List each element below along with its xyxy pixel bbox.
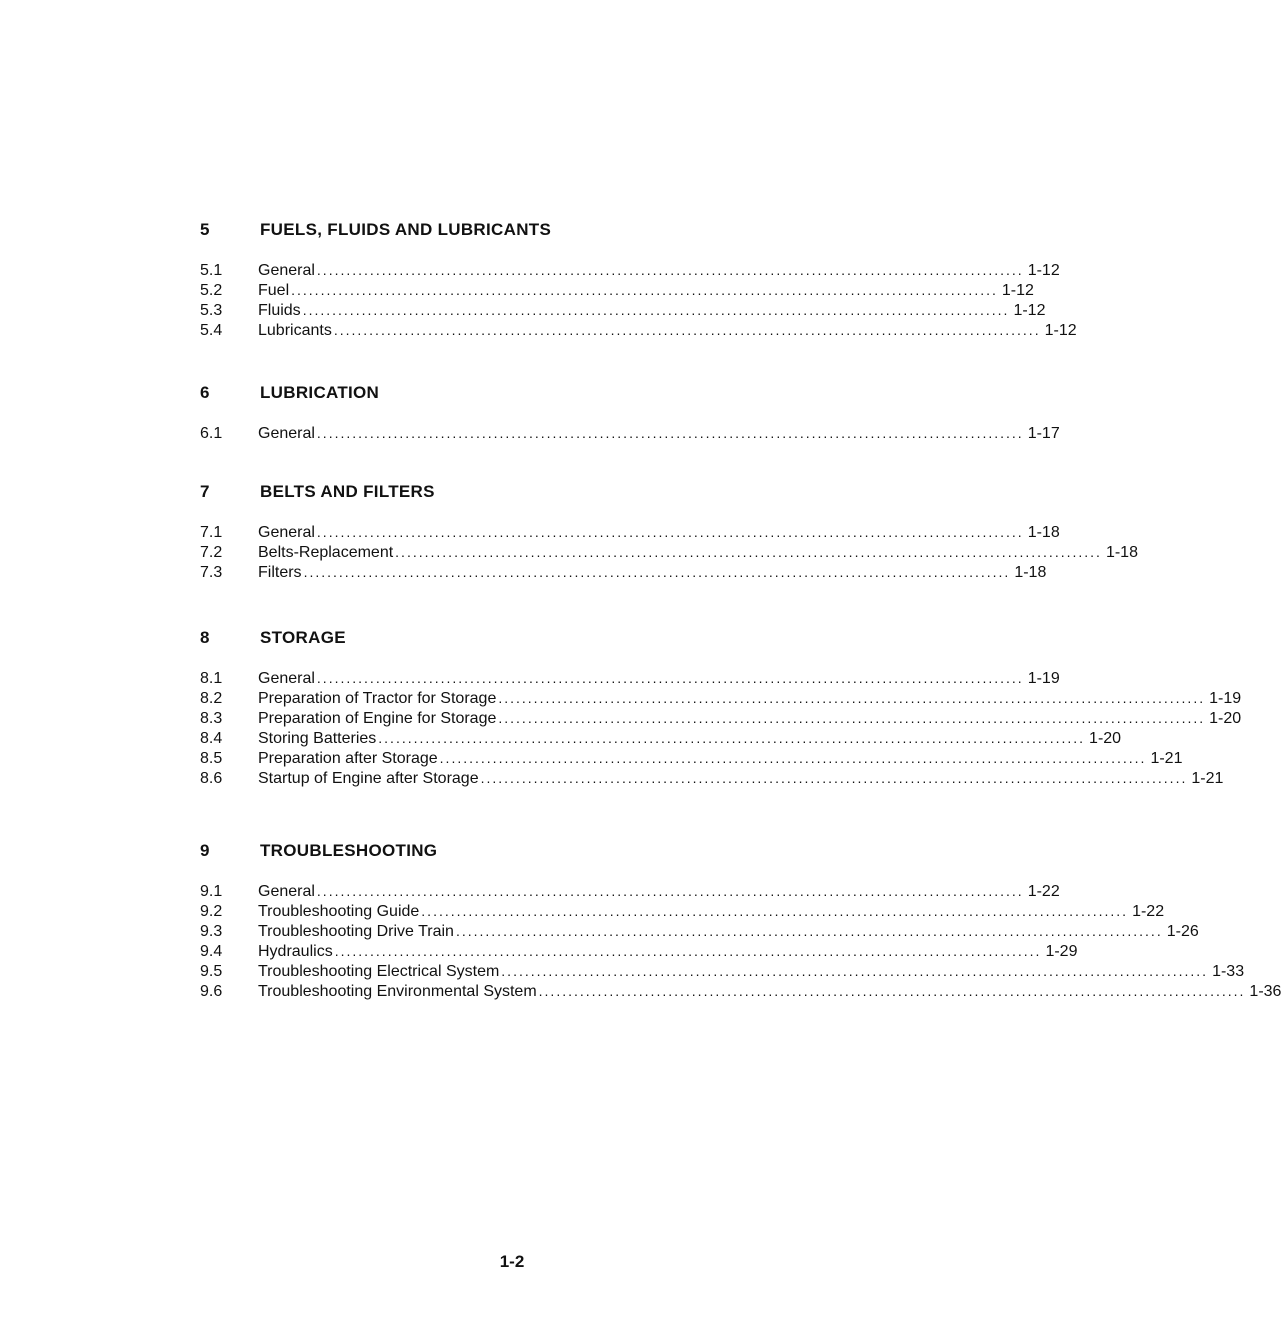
entry-title: General — [258, 425, 315, 442]
entry-number: 9.6 — [200, 983, 223, 1000]
entry-title: Lubricants — [258, 322, 332, 339]
dot-leader: ........................................................................................................................ — [538, 983, 1246, 999]
page-number: 1-2 — [499, 1252, 525, 1271]
toc-entry — [200, 728, 1122, 748]
toc-entry — [200, 668, 1060, 688]
entry-number: 5.2 — [200, 282, 223, 299]
dot-leader: ........................................................................................................................ — [455, 923, 1163, 939]
entry-number: 9.1 — [200, 883, 223, 900]
toc-entries — [200, 522, 1138, 582]
entry-title: General — [258, 262, 315, 279]
entry-title: Troubleshooting Guide — [258, 903, 420, 920]
toc-section-9 — [200, 841, 1282, 1001]
entry-title: General — [258, 883, 315, 900]
toc-entries — [200, 423, 1060, 443]
toc-entries — [200, 668, 1242, 788]
entry-page: 1-18 — [1014, 564, 1047, 581]
entry-number: 5.4 — [200, 322, 223, 339]
toc-entry — [200, 901, 1165, 921]
entry-number: 7.2 — [200, 544, 223, 561]
toc-entry — [200, 320, 1077, 340]
toc-entry — [200, 881, 1060, 901]
entry-title: Preparation of Engine for Storage — [258, 710, 497, 727]
entry-number: 5.3 — [200, 302, 223, 319]
entry-page: 1-22 — [1027, 883, 1060, 900]
entry-number: 8.6 — [200, 770, 223, 787]
toc-entry — [200, 768, 1224, 788]
toc-section-5 — [200, 220, 1077, 340]
entry-title: Belts-Replacement — [258, 544, 394, 561]
entry-number: 8.5 — [200, 750, 223, 767]
entry-page: 1-21 — [1191, 770, 1224, 787]
dot-leader: ........................................................................................................................ — [303, 564, 1011, 580]
entry-page: 1-18 — [1027, 524, 1060, 541]
entry-page: 1-12 — [1013, 302, 1046, 319]
entry-number: 9.5 — [200, 963, 223, 980]
toc-entry — [200, 688, 1242, 708]
entry-page: 1-12 — [1044, 322, 1077, 339]
entry-number: 9.2 — [200, 903, 223, 920]
section-number: 5 — [200, 220, 210, 239]
toc-entry — [200, 300, 1046, 320]
entry-page: 1-26 — [1166, 923, 1199, 940]
entry-number: 8.1 — [200, 670, 223, 687]
dot-leader: ........................................................................................................................ — [316, 425, 1024, 441]
dot-leader: ........................................................................................................................ — [316, 883, 1024, 899]
entry-page: 1-33 — [1212, 963, 1245, 980]
dot-leader: ........................................................................................................................ — [333, 322, 1041, 338]
entry-title: Fuel — [258, 282, 290, 299]
dot-leader: ........................................................................................................................ — [421, 903, 1129, 919]
toc-entry — [200, 423, 1060, 443]
toc-entries — [200, 260, 1077, 340]
section-title: FUELS, FLUIDS AND LUBRICANTS — [260, 220, 552, 239]
section-heading — [200, 628, 800, 650]
entry-page: 1-19 — [1209, 690, 1242, 707]
entry-page: 1-20 — [1209, 710, 1242, 727]
entry-title: Startup of Engine after Storage — [258, 770, 479, 787]
entry-page: 1-36 — [1249, 983, 1282, 1000]
entry-page: 1-21 — [1150, 750, 1183, 767]
toc-entries — [200, 881, 1282, 1001]
section-heading — [200, 841, 800, 863]
entry-page: 1-17 — [1027, 425, 1060, 442]
dot-leader: ........................................................................................................................ — [302, 302, 1010, 318]
toc-entry — [200, 522, 1060, 542]
entry-number: 8.3 — [200, 710, 223, 727]
toc-entry — [200, 981, 1282, 1001]
entry-title: Storing Batteries — [258, 730, 377, 747]
dot-leader: ........................................................................................................................ — [378, 730, 1086, 746]
entry-title: Hydraulics — [258, 943, 333, 960]
toc-entry — [200, 260, 1060, 280]
entry-page: 1-18 — [1105, 544, 1138, 561]
section-title: TROUBLESHOOTING — [260, 841, 438, 860]
entry-title: General — [258, 670, 315, 687]
entry-title: Fluids — [258, 302, 301, 319]
dot-leader: ........................................................................................................................ — [395, 544, 1102, 560]
section-title: LUBRICATION — [260, 383, 380, 402]
entry-number: 5.1 — [200, 262, 223, 279]
entry-number: 8.2 — [200, 690, 223, 707]
entry-number: 6.1 — [200, 425, 223, 442]
dot-leader: ........................................................................................................................ — [501, 963, 1209, 979]
entry-number: 7.1 — [200, 524, 223, 541]
entry-page: 1-12 — [1001, 282, 1034, 299]
toc-entry — [200, 921, 1199, 941]
toc-entry — [200, 708, 1242, 728]
toc-section-8 — [200, 628, 1242, 788]
entry-title: General — [258, 524, 315, 541]
dot-leader: ........................................................................................................................ — [498, 690, 1206, 706]
entry-title: Troubleshooting Drive Train — [258, 923, 454, 940]
section-number: 8 — [200, 628, 210, 647]
section-heading — [200, 383, 800, 405]
toc-entry — [200, 562, 1047, 582]
entry-number: 8.4 — [200, 730, 223, 747]
toc-entry — [200, 961, 1245, 981]
toc-section-7 — [200, 482, 1138, 582]
toc-entry — [200, 748, 1183, 768]
dot-leader: ........................................................................................................................ — [480, 770, 1188, 786]
entry-page: 1-12 — [1027, 262, 1060, 279]
entry-title: Preparation of Tractor for Storage — [258, 690, 497, 707]
entry-number: 9.3 — [200, 923, 223, 940]
entry-title: Filters — [258, 564, 302, 581]
entry-number: 9.4 — [200, 943, 223, 960]
section-title: BELTS AND FILTERS — [260, 482, 435, 501]
section-number: 9 — [200, 841, 210, 860]
dot-leader: ........................................................................................................................ — [439, 750, 1147, 766]
section-title: STORAGE — [260, 628, 346, 647]
section-heading — [200, 220, 800, 242]
dot-leader: ........................................................................................................................ — [291, 282, 998, 298]
toc-entry — [200, 542, 1138, 562]
entry-title: Troubleshooting Environmental System — [258, 983, 537, 1000]
dot-leader: ........................................................................................................................ — [334, 943, 1042, 959]
entry-page: 1-20 — [1089, 730, 1122, 747]
entry-page: 1-29 — [1045, 943, 1078, 960]
entry-title: Preparation after Storage — [258, 750, 438, 767]
dot-leader: ........................................................................................................................ — [498, 710, 1206, 726]
entry-page: 1-19 — [1027, 670, 1060, 687]
dot-leader: ........................................................................................................................ — [316, 524, 1024, 540]
toc-entry — [200, 941, 1078, 961]
entry-title: Troubleshooting Electrical System — [258, 963, 500, 980]
toc-entry — [200, 280, 1034, 300]
section-heading — [200, 482, 800, 504]
dot-leader: ........................................................................................................................ — [316, 670, 1024, 686]
dot-leader: ........................................................................................................................ — [316, 262, 1024, 278]
entry-page: 1-22 — [1132, 903, 1165, 920]
entry-number: 7.3 — [200, 564, 223, 581]
section-number: 7 — [200, 482, 210, 501]
section-number: 6 — [200, 383, 210, 402]
toc-section-6 — [200, 383, 1060, 443]
